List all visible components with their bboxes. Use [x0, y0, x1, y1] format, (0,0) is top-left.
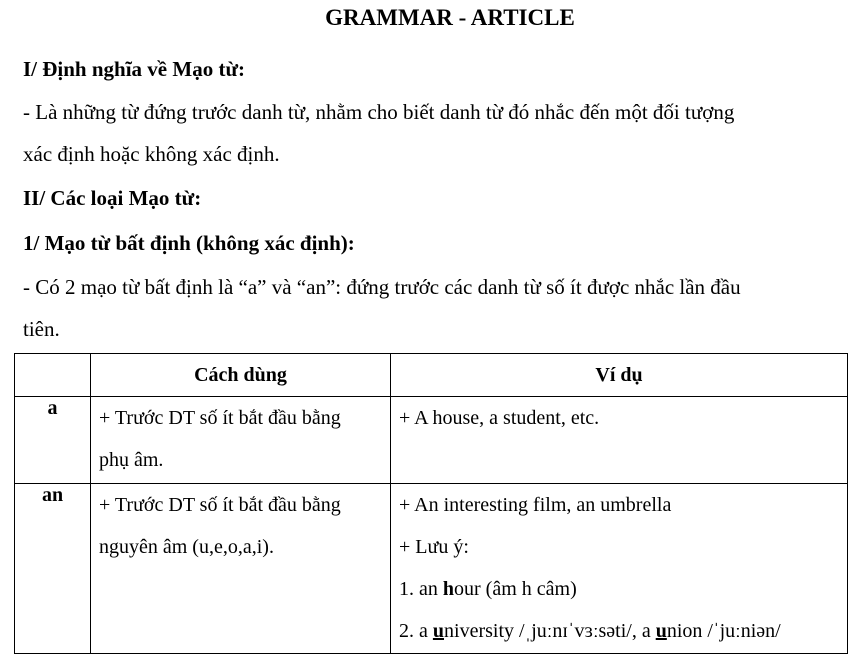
- table-header-row: [15, 354, 848, 397]
- types-heading: II/ Các loại Mạo từ:: [23, 186, 202, 210]
- document-title: GRAMMAR - ARTICLE: [325, 5, 575, 30]
- article-cell-a: a: [15, 397, 91, 484]
- indefinite-text-line-2: tiên.: [23, 317, 60, 341]
- note-rest: nion /ˈjuːniən/: [666, 620, 781, 642]
- definition-text-line-1: - Là những từ đứng trước danh từ, nhằm cho biết danh từ đó nhắc đến một đối tượng: [23, 100, 735, 124]
- usage-line: phụ âm.: [99, 449, 164, 471]
- article-cell-an: an: [15, 484, 91, 654]
- note-line-university: [399, 610, 839, 652]
- header-article-cell: [15, 354, 91, 397]
- indefinite-text-line-1: - Có 2 mạo từ bất định là “a” và “an”: đứng trước các danh từ số ít được nhắc lần đầu: [23, 275, 741, 299]
- definition-text-line-2: xác định hoặc không xác định.: [23, 142, 280, 166]
- example-line: + Lưu ý:: [399, 536, 469, 558]
- example-cell-a: [391, 397, 848, 484]
- header-example-cell: Ví dụ: [391, 354, 848, 397]
- usage-line: + Trước DT số ít bắt đầu bằng: [99, 407, 341, 429]
- example-cell-an: [391, 484, 848, 654]
- usage-cell-a: [91, 397, 391, 484]
- silent-h-letter: h: [442, 578, 455, 600]
- table-row: [15, 397, 848, 484]
- table-row: [15, 484, 848, 654]
- note-line-hour: [399, 568, 839, 610]
- usage-line: + Trước DT số ít bắt đầu bằng: [99, 494, 341, 516]
- article-usage-table: [14, 353, 848, 654]
- indefinite-article-heading: 1/ Mạo từ bất định (không xác định):: [23, 231, 355, 255]
- usage-cell-an: [91, 484, 391, 654]
- example-line: + A house, a student, etc.: [399, 407, 600, 429]
- note-middle: niversity /ˌjuːnɪˈvɜːsəti/, a: [444, 620, 656, 642]
- u-letter-highlight: u: [655, 620, 667, 642]
- header-usage-cell: Cách dùng: [91, 354, 391, 397]
- u-letter-highlight: u: [432, 620, 445, 642]
- note-prefix: 1. an: [399, 578, 443, 600]
- example-line: + An interesting film, an umbrella: [399, 494, 672, 516]
- usage-line: nguyên âm (u,e,o,a,i).: [99, 536, 274, 558]
- definition-heading: I/ Định nghĩa về Mạo từ:: [23, 57, 246, 81]
- note-prefix: 2. a: [399, 620, 433, 642]
- note-rest: our (âm h câm): [454, 578, 577, 600]
